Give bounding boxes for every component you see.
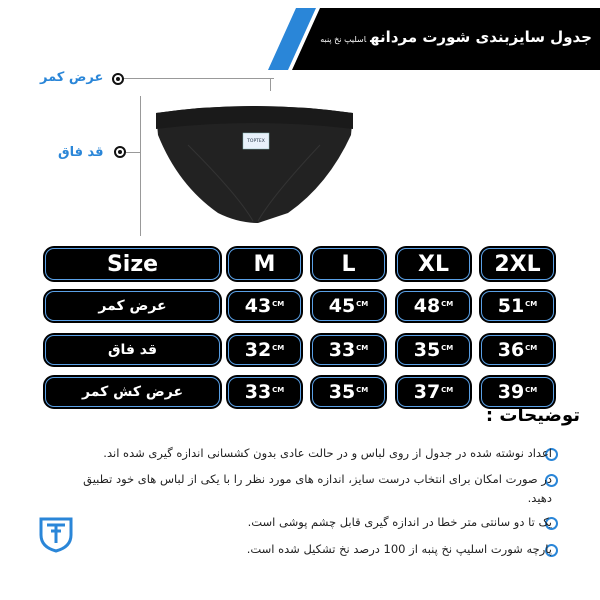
cell-rise-xl: 35 CM <box>397 335 470 365</box>
rise-target-icon <box>114 146 126 158</box>
header-subtitle: اسلیپ نخ پنبه <box>320 35 367 44</box>
cell-waistband-2xl: 39 CM <box>481 377 554 407</box>
notes-title: توضیحات : <box>485 405 580 426</box>
cell-waist-l: 45 CM <box>312 291 385 321</box>
product-tag-label: TOPTEX <box>247 139 265 144</box>
size-l: L <box>312 248 385 280</box>
cell-waist-2xl: 51 CM <box>481 291 554 321</box>
note-item: اعداد نوشته شده در جدول از روی لباس و در حالت عادی بدون کشسانی اندازه گیری شده اند. <box>103 446 552 460</box>
waist-measure-label: عرض کمر <box>40 70 104 85</box>
waist-target-icon <box>112 73 124 85</box>
row-label-waistband: عرض کش کمر <box>45 377 220 407</box>
cell-rise-2xl: 36 CM <box>481 335 554 365</box>
size-xl: XL <box>397 248 470 280</box>
cell-rise-l: 33 CM <box>312 335 385 365</box>
size-header: Size <box>45 248 220 280</box>
cell-waistband-l: 35 CM <box>312 377 385 407</box>
row-label-waist: عرض کمر <box>45 291 220 321</box>
size-2xl: 2XL <box>481 248 554 280</box>
size-m: M <box>228 248 301 280</box>
waist-guide-tick <box>270 79 271 91</box>
rise-guide-line <box>126 152 140 153</box>
note-item: در صورت امکان برای انتخاب درست سایز، اندازه های مورد نظر را با یکی از لباس های خود تطبیق دهید. <box>83 472 552 505</box>
rise-guide-vertical <box>140 96 141 236</box>
rise-measure-label: قد فاق <box>58 145 104 160</box>
header-banner <box>268 8 600 70</box>
brand-logo-icon <box>38 515 74 553</box>
waist-guide-line <box>124 78 274 79</box>
note-item: پارچه شورت اسلیپ نخ پنبه از 100 درصد نخ تشکیل شده است. <box>246 542 552 556</box>
cell-waist-xl: 48 CM <box>397 291 470 321</box>
note-item: یک تا دو سانتی متر خطا در اندازه گیری قابل چشم پوشی است. <box>247 515 552 529</box>
cell-waist-m: 43 CM <box>228 291 301 321</box>
cell-waistband-xl: 37 CM <box>397 377 470 407</box>
header-title: جدول سایزبندی شورت مردانهاسلیپ نخ پنبه <box>320 28 592 46</box>
cell-waistband-m: 33 CM <box>228 377 301 407</box>
cell-rise-m: 32 CM <box>228 335 301 365</box>
product-briefs-image <box>148 95 358 240</box>
row-label-rise: قد فاق <box>45 335 220 365</box>
